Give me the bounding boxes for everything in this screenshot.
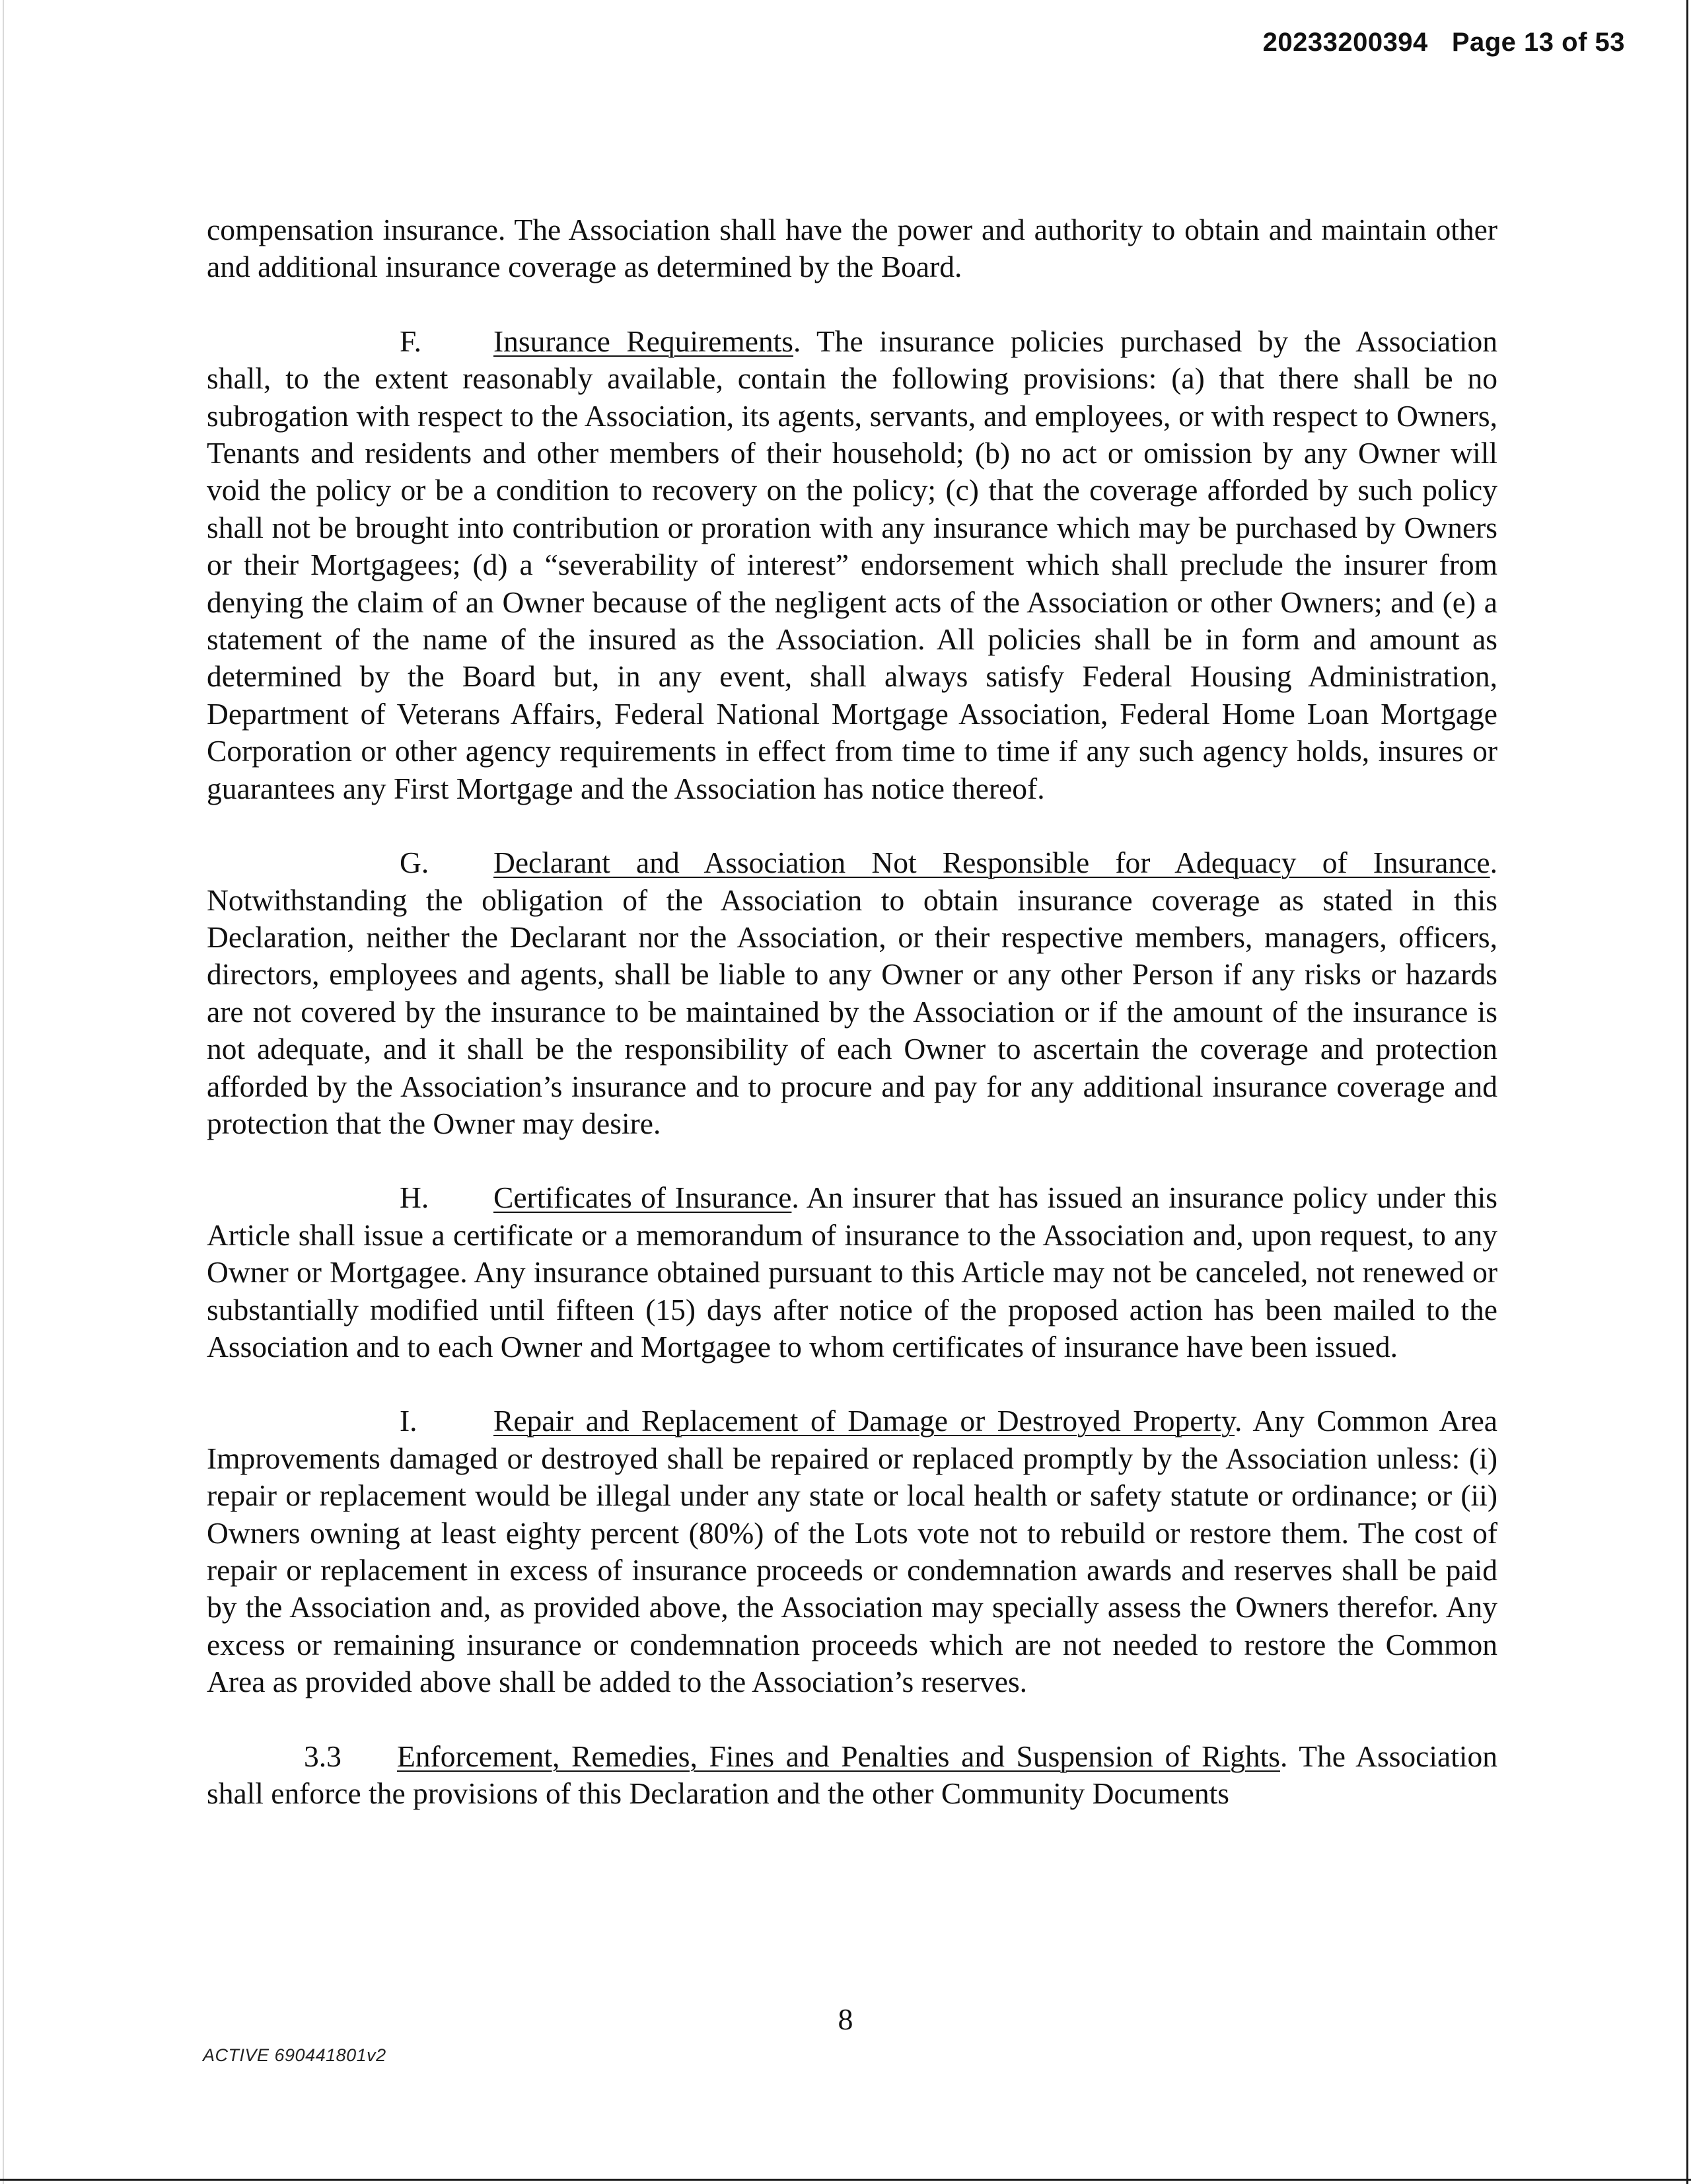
document-id-footer: ACTIVE 690441801v2 (203, 2045, 386, 2065)
section-heading: Certificates of Insurance (493, 1181, 792, 1215)
paragraph-text: compensation insurance. The Association shall have the power and authority to obtain and maintain other and additional insurance coverage as determined by the Board. (207, 213, 1497, 284)
section-marker: 3.3 (304, 1739, 342, 1773)
heading-punctuation: . (1279, 1739, 1288, 1773)
page-number: 8 (838, 2002, 853, 2036)
heading-punctuation: . (793, 324, 801, 358)
section-marker: F. (400, 324, 422, 358)
page-bottom-edge (0, 2179, 1691, 2181)
paragraph-continuation (207, 211, 1497, 286)
paragraph-section-f (207, 323, 1497, 807)
section-heading: Repair and Replacement of Damage or Destroyed Property (493, 1404, 1235, 1438)
paragraph-text: Any Common Area Improvements damaged or destroyed shall be repaired or replaced promptly by the Association unless: (i) repair or replacement would be illegal under any state or local health or safety statute or ordinance; or (ii) Owners owning at least eighty percent (80%) of the Lots vote not to rebuild or restore them. The cost of repair or replacement in excess of insurance proceeds or condemnation awards and reserves shall be paid by the Association and, as provided above, the Association may specially assess the Owners therefor. Any excess or remaining insurance or condemnation proceeds which are not needed to restore the Common Area as provided above shall be added to the Association’s reserves. (207, 1404, 1497, 1699)
section-heading: Insurance Requirements (493, 324, 793, 358)
paragraph-section-g (207, 844, 1497, 1142)
paragraph-section-h (207, 1179, 1497, 1365)
section-heading: Enforcement, Remedies, Fines and Penalties and Suspension of Rights (397, 1739, 1280, 1773)
section-marker: G. (400, 846, 429, 880)
heading-punctuation: . (1490, 846, 1497, 880)
paragraph-section-i (207, 1402, 1497, 1700)
page-left-edge (3, 0, 4, 2184)
recording-stamp (1123, 28, 1625, 57)
paragraph-text: An insurer that has issued an insurance policy under this Article shall issue a certificate or a memorandum of insurance to the Association and, upon request, to any Owner or Mortgagee. Any insurance obtained pursuant to this Article may not be canceled, not renewed or substantially modified until fifteen (15) days after notice of the proposed action has been mailed to the Association and to each Owner and Mortgagee to whom certificates of insurance have been issued. (207, 1181, 1498, 1364)
document-body (207, 211, 1497, 1849)
paragraph-section-3-3 (207, 1738, 1497, 1813)
heading-punctuation: . (791, 1181, 799, 1215)
page-right-edge (1686, 0, 1688, 2184)
recording-page-label: Page 13 of 53 (1451, 28, 1625, 57)
paragraph-text: The Association shall enforce the provisions of this Declaration and the other Community Documents (207, 1739, 1497, 1811)
section-marker: I. (400, 1404, 417, 1438)
section-marker: H. (400, 1181, 429, 1215)
section-heading: Declarant and Association Not Responsible for Adequacy of Insurance (493, 846, 1490, 880)
heading-punctuation: . (1235, 1404, 1242, 1438)
paragraph-text: Notwithstanding the obligation of the Association to obtain insurance coverage as stated in this Declaration, neither the Declarant nor the Association, or their respective members, managers, officers, directors, employees and agents, shall be liable to any Owner or any other Person if any risks or hazards are not covered by the insurance to be maintained by the Association or if the amount of the insurance is not adequate, and it shall be the responsibility of each Owner to ascertain the coverage and protection afforded by the Association’s insurance and to procure and pay for any additional insurance coverage and protection that the Owner may desire. (207, 883, 1497, 1140)
paragraph-text: The insurance policies purchased by the Association shall, to the extent reasonably available, contain the following provisions: (a) that there shall be no subrogation with respect to the Association, its agents, servants, and employees, or with respect to Owners, Tenants and residents and other members of their household; (b) no act or omission by any Owner will void the policy or be a condition to recovery on the policy; (c) that the coverage afforded by such policy shall not be brought into contribution or proration with any insurance which may be purchased by Owners or their Mortgagees; (d) a “severability of interest” endorsement which shall preclude the insurer from denying the claim of an Owner because of the negligent acts of the Association or other Owners; and (e) a statement of the name of the insured as the Association. All policies shall be in form and amount as determined by the Board but, in any event, shall always satisfy Federal Housing Administration, Department of Veterans Affairs, Federal National Mortgage Association, Federal Home Loan Mortgage Corporation or other agency requirements in effect from time to time if any such agency holds, insures or guarantees any First Mortgage and the Association has notice thereof. (207, 324, 1497, 805)
recording-document-number: 20233200394 (1262, 28, 1428, 57)
